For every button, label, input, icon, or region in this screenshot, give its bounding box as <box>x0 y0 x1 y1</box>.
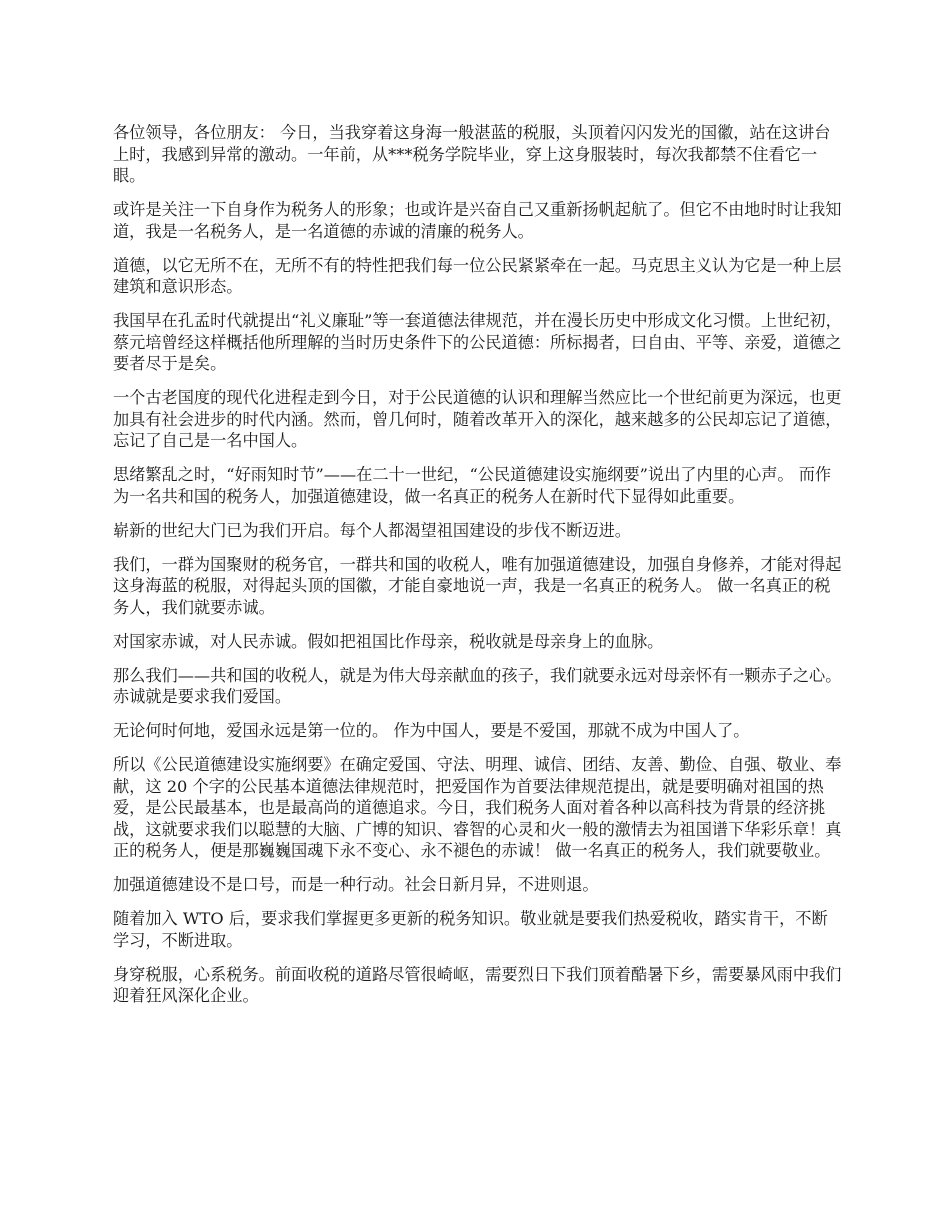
paragraph-9: 对国家赤诚，对人民赤诚。假如把祖国比作母亲，税收就是母亲身上的血脉。 <box>113 631 664 651</box>
paragraph-13: 加强道德建设不是口号，而是一种行动。社会日新月异，不进则退。 <box>113 875 599 894</box>
paragraph-5: 一个古老国度的现代化进程走到今日，对于公民道德的认识和理解当然应比一个世纪前更为深远，也更加具有社会进步的时代内涵。然而，曾几何时，随着改革开入的深化，越来越多的公民却忘记了道德，忘记了自己是一名中国人。 <box>113 388 842 450</box>
paragraph-12: 所以《公民道德建设实施纲要》在确定爱国、守法、明理、诚信、团结、友善、勤俭、自强、敬业、奉献，这 20 个字的公民基本道德法律规范时，把爱国作为首要法律规范提出，就是要明确对祖国的热爱，是公民最基本，也是最高尚的道德追求。今日，我们税务人面对着各种以高科技为背景的经济挑战，这就要求我们以聪慧的大脑、广博的知识、睿智的心灵和火一般的激情去为祖国谱下华彩乐章！真正的税务人，便是那巍巍国魂下永不变心、永不褪色的赤诚！ 做一名真正的税务人，我们就要敬业。 <box>113 755 842 860</box>
paragraph-3: 道德，以它无所不在，无所不有的特性把我们每一位公民紧紧牵在一起。马克思主义认为它是一种上层建筑和意识形态。 <box>113 255 842 296</box>
paragraph-4: 我国早在孔孟时代就提出“礼义廉耻”等一套道德法律规范，并在漫长历史中形成文化习惯。上世纪初，蔡元培曾经这样概括他所理解的当时历史条件下的公民道德：所标揭者，曰自由、平等、亲爱，道德之要者尽于是矣。 <box>113 311 842 373</box>
document-page <box>113 122 843 1019</box>
paragraph-7: 崭新的世纪大门已为我们开启。每个人都渴望祖国建设的步伐不断迈进。 <box>113 520 631 540</box>
paragraph-8: 我们，一群为国聚财的税务官，一群共和国的收税人，唯有加强道德建设，加强自身修养，才能对得起这身海蓝的税服，对得起头顶的国徽，才能自豪地说一声，我是一名真正的税务人。 做一名真正的税务人，我们就要赤诚。 <box>113 554 842 617</box>
paragraph-11: 无论何时何地，爱国永远是第一位的。 作为中国人，要是不爱国，那就不成为中国人了。 <box>113 721 750 740</box>
paragraph-1: 各位领导，各位朋友： 今日，当我穿着这身海一般湛蓝的税服，头顶着闪闪发光的国徽，站在这讲台上时，我感到异常的激动。一年前，从***税务学院毕业，穿上这身服装时，每次我都禁不住看它一眼。 <box>113 123 831 185</box>
paragraph-2: 或许是关注一下自身作为税务人的形象；也或许是兴奋自己又重新扬帆起航了。但它不由地时时让我知道，我是一名税务人，是一名道德的赤诚的清廉的税务人。 <box>113 200 842 241</box>
paragraph-6: 思绪繁乱之时，“好雨知时节”——在二十一世纪，“公民道德建设实施纲要”说出了内里的心声。 而作为一名共和国的税务人，加强道德建设，做一名真正的税务人在新时代下显得如此重要。 <box>113 465 832 506</box>
paragraph-10: 那么我们——共和国的收税人，就是为伟大母亲献血的孩子，我们就要永远对母亲怀有一颗赤子之心。赤诚就是要求我们爱国。 <box>113 665 842 706</box>
paragraph-14: 随着加入 WTO 后，要求我们掌握更多更新的税务知识。敬业就是要我们热爱税收，踏实肯干，不断学习，不断进取。 <box>113 909 828 950</box>
paragraph-15: 身穿税服，心系税务。前面收税的道路尽管很崎岖，需要烈日下我们顶着酷暑下乡，需要暴风雨中我们迎着狂风深化企业。 <box>113 964 842 1005</box>
